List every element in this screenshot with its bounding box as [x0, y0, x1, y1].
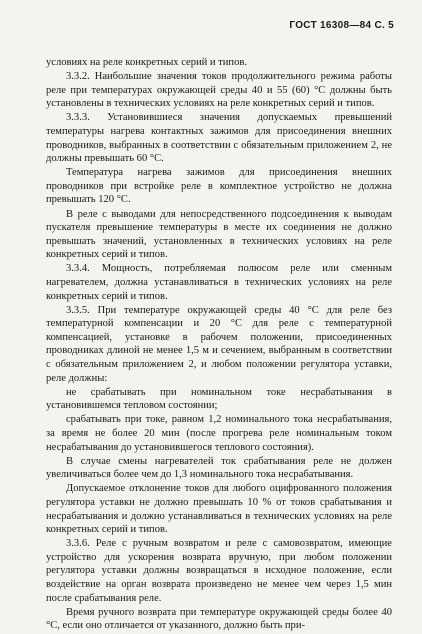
paragraph: Время ручного возврата при температуре окружающей среды более 40 °С, если оно отличается от указанного, должно быть при-	[46, 606, 392, 632]
paragraph: 3.3.5. При температуре окружающей среды 40 °С для реле без температурной компенсации и 20 °С для реле с температурной компенсацией, установке в рабочем положении, присоединенных проводниках длиной не менее 1,5 м и сечением, выбранным в соответствии с обязательным приложением 2, и любом положении регулятора уставки, реле должны:	[46, 304, 392, 384]
paragraph: В реле с выводами для непосредственного подсоединения к выводам пускателя превышение температуры в месте их соединения не должно превышать значений, установленных в технических условиях на реле конкретных серий и типов.	[46, 208, 392, 261]
page-header: ГОСТ 16308—84 С. 5	[289, 20, 394, 31]
paragraph: условиях на реле конкретных серий и типов.	[46, 57, 247, 68]
paragraph: В случае смены нагревателей ток срабатывания реле не должен увеличиваться более чем до 1,3 номинального тока несрабатывания.	[46, 455, 392, 481]
paragraph: Температура нагрева зажимов для присоединения внешних проводников при встройке реле в комплектное устройство не должна превышать 120 °С.	[46, 167, 392, 206]
paragraph: Допускаемое отклонение токов для любого оцифрованного положения регулятора уставки не должно превышать 10 % от токов срабатывания и несрабатывания и должно устанавливаться в технических условиях на реле конкретных серий и типов.	[46, 483, 392, 536]
document-body	[46, 56, 392, 633]
paragraph: 3.3.2. Наибольшие значения токов продолжительного режима работы реле при температурах окружающей среды 40 и 55 (60) °С должны быть установлены в технических условиях на реле конкретных серий и типов.	[46, 71, 392, 110]
paragraph: 3.3.3. Установившиеся значения допускаемых превышений температуры нагрева контактных зажимов для присоединения внешних проводников, выбранных в соответствии с обязательным приложением 2, не должны превышать 60 °С.	[46, 112, 392, 165]
paragraph: 3.3.6. Реле с ручным возвратом и реле с самовозвратом, имеющие устройство для ускорения возврата вручную, при любом положении регулятора уставки должны возвращаться в исходное положение, если воздействие на орган возврата произведено не менее чем через 1,5 мин после срабатывания реле.	[46, 538, 392, 604]
paragraph: срабатывать при токе, равном 1,2 номинального тока несрабатывания, за время не более 20 мин (после прогрева реле номинальным током несрабатывания до установившегося теплового состояния).	[46, 414, 392, 453]
paragraph: 3.3.4. Мощность, потребляемая полюсом реле или сменным нагревателем, должна устанавливаться в технических условиях на реле конкретных серий и типов.	[46, 263, 392, 302]
paragraph: не срабатывать при номинальном токе несрабатывания в установившемся тепловом состоянии;	[46, 386, 392, 412]
